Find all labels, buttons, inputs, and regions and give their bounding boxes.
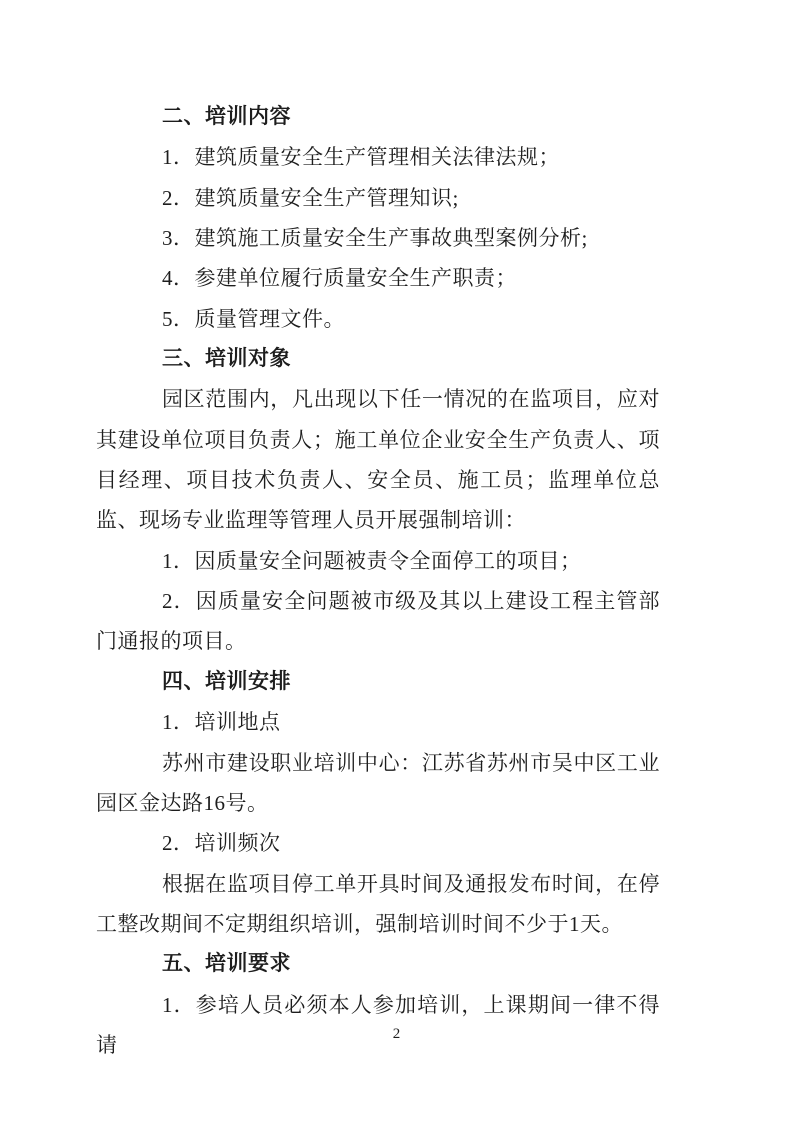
paragraph: 1．参培人员必须本人参加培训，上课期间一律不得请	[96, 992, 660, 1057]
paragraph: 根据在监项目停工单开具时间及通报发布时间，在停工整改期间不定期组织培训，强制培训时间不少于1天。	[96, 871, 660, 936]
document-body	[96, 97, 660, 1065]
section-heading-training-content: 二、培训内容	[162, 105, 291, 128]
paragraph: 园区范围内，凡出现以下任一情况的在监项目，应对其建设单位项目负责人；施工单位企业安全生产负责人、项目经理、项目技术负责人、安全员、施工员；监理单位总监、现场专业监理等管理人员开展强制培训：	[96, 387, 660, 533]
list-item: 1．因质量安全问题被责令全面停工的项目；	[162, 548, 582, 573]
section-heading-training-requirements: 五、培训要求	[162, 952, 291, 976]
list-item: 2．因质量安全问题被市级及其以上建设工程主管部门通报的项目。	[96, 589, 660, 654]
list-item: 1．建筑质量安全生产管理相关法律法规；	[162, 145, 560, 170]
list-item: 2．建筑质量安全生产管理知识;	[162, 185, 459, 210]
page-number: 2	[392, 1026, 401, 1042]
list-item: 5．质量管理文件。	[162, 306, 345, 331]
list-item: 2．培训频次	[162, 831, 281, 856]
paragraph: 苏州市建设职业培训中心：江苏省苏州市吴中区工业园区金达路16号。	[96, 750, 660, 815]
section-heading-training-target: 三、培训对象	[162, 347, 291, 371]
list-item: 1．培训地点	[162, 710, 281, 735]
list-item: 3．建筑施工质量安全生产事故典型案例分析;	[162, 226, 588, 251]
section-heading-training-arrangement: 四、培训安排	[162, 669, 291, 693]
list-item: 4．参建单位履行质量安全生产职责；	[162, 266, 517, 291]
